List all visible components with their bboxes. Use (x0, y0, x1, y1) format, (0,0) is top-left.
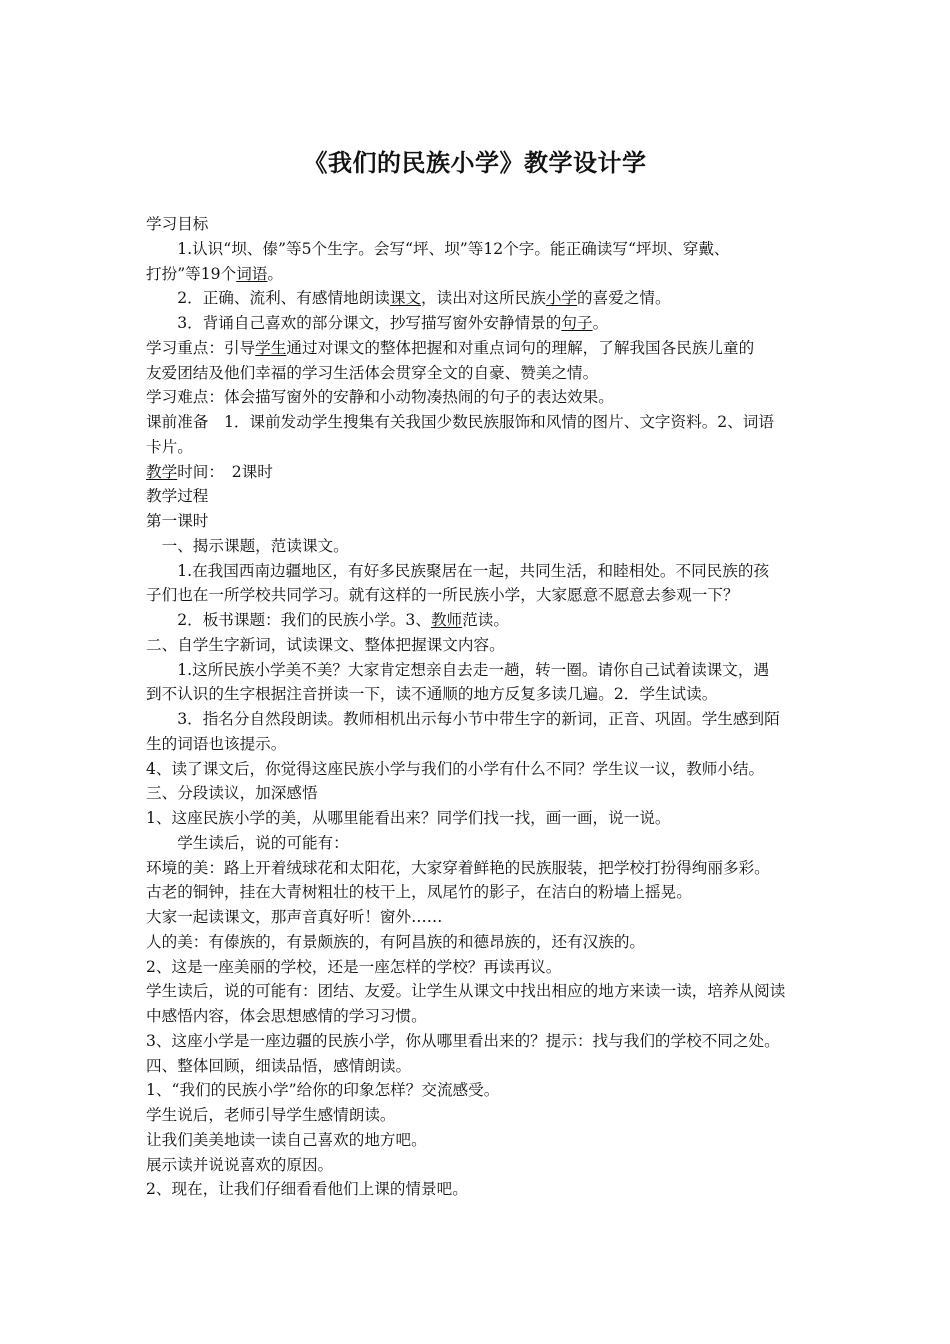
text-run: 二、自学生字新词，试读课文、整体把握课文内容。 (146, 635, 505, 654)
text-run: 四、整体回顾，细读品悟，感情朗读。 (146, 1056, 412, 1075)
text-run: 1、“我们的民族小学”给你的印象怎样？交流感受。 (146, 1081, 500, 1100)
text-line (146, 1029, 816, 1053)
text-run: 3、这座小学是一座边疆的民族小学，你从哪里看出来的？提示：找与我们的学校不同之处。 (146, 1031, 780, 1050)
text-line (146, 880, 816, 904)
text-line (146, 1177, 816, 1201)
text-line (146, 658, 816, 682)
text-run: 大家一起读课文，那声音真好听！窗外…… (146, 908, 443, 926)
text-run: 让我们美美地读一读自己喜欢的地方吧。 (146, 1130, 427, 1149)
text-run: 3．指名分自然段朗读。教师相机出示每小节中带生字的新词，正音、巩固。学生感到陌 (146, 710, 780, 728)
text-run: 1.这所民族小学美不美？大家肯定想亲自去走一趟，转一圈。请你自己试着读课文，遇 (146, 660, 770, 679)
text-line (146, 262, 816, 286)
text-line (146, 1078, 816, 1102)
text-line (146, 707, 816, 731)
hyperlink-text[interactable]: 课文 (389, 289, 422, 308)
text-line (146, 781, 816, 805)
text-line (146, 509, 816, 533)
text-run: 三、分段读议，加深感悟 (146, 784, 318, 803)
text-line (146, 534, 816, 558)
text-run: 1.认识“坝、傣”等5个生字。会写“坪、坝”等12个字。能正确读写“坪坝、穿戴、 (146, 239, 730, 258)
text-run: 学生读后，说的可能有：团结、友爱。让学生从课文中找出相应的地方来读一读，培养从阅读 (146, 982, 786, 1001)
text-run: 教学过程 (146, 487, 209, 506)
text-line (146, 831, 816, 855)
text-line (146, 484, 816, 508)
text-line (146, 583, 816, 607)
text-line (146, 1103, 816, 1127)
text-line (146, 608, 816, 632)
text-run: 2．正确、流利、有感情地朗读 (146, 289, 390, 308)
text-run: 到不认识的生字根据注音拼读一下，读不通顺的地方反复多读几遍。2．学生试读。 (146, 685, 718, 704)
text-run: 学习难点：体会描写窗外的安静和小动物凑热闹的句子的表达效果。 (146, 388, 614, 407)
text-run: 通过对课文的整体把握和对重点词句的理解，了解我国各民族儿童的 (286, 338, 755, 357)
text-run: 学生读后，说的可能有： (146, 833, 349, 852)
text-line (146, 385, 816, 409)
text-run: 2、现在，让我们仔细看看他们上课的情景吧。 (146, 1180, 468, 1199)
text-run: 环境的美：路上开着绒球花和太阳花，大家穿着鲜艳的民族服装，把学校打扮得绚丽多彩。 (146, 858, 770, 877)
text-run: 打扮”等19个 (146, 264, 237, 283)
text-run: 第一课时 (146, 512, 209, 530)
text-line (146, 212, 816, 236)
hyperlink-text[interactable]: 句子 (561, 314, 593, 332)
document-title: 《我们的民族小学》教学设计学 (303, 149, 647, 177)
text-run: 中感悟内容，体会思想感情的学习习惯。 (146, 1007, 427, 1025)
text-line (146, 955, 816, 979)
text-run: 展示读并说说喜欢的原因。 (146, 1155, 334, 1174)
text-run: 4、读了课文后，你觉得这座民族小学与我们的小学有什么不同？学生议一议，教师小结。 (146, 759, 765, 778)
text-line (146, 757, 816, 781)
text-run: 友爱团结及他们幸福的学习生活体会贯穿全文的自豪、赞美之情。 (146, 363, 599, 382)
text-line (146, 460, 816, 484)
text-line (146, 806, 816, 830)
text-run: 课前准备 1．课前发动学生搜集有关我国少数民族服饰和风情的图片、文字资料。2、词语 (146, 413, 774, 431)
text-run: 人的美：有傣族的，有景颇族的，有阿昌族的和德昂族的，还有汉族的。 (146, 932, 646, 951)
text-line (146, 1153, 816, 1177)
text-run: 一、揭示课题，范读课文。 (146, 536, 349, 555)
text-line (146, 905, 816, 929)
hyperlink-text[interactable]: 教师 (430, 611, 463, 629)
text-line (146, 930, 816, 954)
text-line (146, 856, 816, 880)
text-run: 的喜爱之情。 (577, 289, 671, 308)
text-line (146, 633, 816, 657)
text-line (146, 682, 816, 706)
text-run: 卡片。 (146, 437, 193, 456)
text-run: 子们也在一所学校共同学习。就有这样的一所民族小学，大家愿意不愿意去参观一下？ (146, 586, 739, 605)
text-run: 2、这是一座美丽的学校，还是一座怎样的学校？再读再议。 (146, 957, 562, 976)
text-run: 学习重点：引导 (146, 338, 256, 357)
text-run: 3．背诵自己喜欢的部分课文，抄写描写窗外安静情景的 (146, 314, 562, 332)
text-run: 1.在我国西南边疆地区，有好多民族聚居在一起，共同生活，和睦相处。不同民族的孩 (146, 561, 770, 580)
text-run: 学生说后，老师引导学生感情朗读。 (146, 1106, 396, 1124)
text-line (146, 435, 816, 459)
text-line (146, 1128, 816, 1152)
hyperlink-text[interactable]: 教学 (146, 462, 178, 481)
text-line (146, 286, 816, 310)
text-run: 2．板书课题：我们的民族小学。3、 (146, 611, 431, 629)
text-run: 。 (267, 264, 284, 283)
text-run: 古老的铜钟，挂在大青树粗壮的枝干上，凤尾竹的影子，在洁白的粉墙上摇晃。 (146, 883, 692, 902)
text-run: 学习目标 (146, 215, 209, 233)
text-line (146, 559, 816, 583)
text-run: 1、这座民族小学的美，从哪里能看出来？同学们找一找，画一画，说一说。 (146, 809, 671, 827)
text-run: 。 (592, 314, 609, 332)
text-line (146, 410, 816, 434)
text-line (146, 1054, 816, 1078)
hyperlink-text[interactable]: 学生 (255, 338, 287, 357)
text-line (146, 336, 816, 360)
hyperlink-text[interactable]: 小学 (545, 289, 577, 308)
text-run: 时间： 2课时 (177, 462, 273, 481)
text-line (146, 732, 816, 756)
text-run: 范读。 (462, 611, 509, 629)
hyperlink-text[interactable]: 词语 (236, 264, 268, 283)
text-line (146, 361, 816, 385)
text-line (146, 311, 816, 335)
text-line (146, 237, 816, 261)
text-run: 生的词语也该提示。 (146, 734, 287, 753)
text-line (146, 1004, 816, 1028)
text-run: ，读出对这所民族 (421, 289, 546, 308)
text-line (146, 979, 816, 1003)
